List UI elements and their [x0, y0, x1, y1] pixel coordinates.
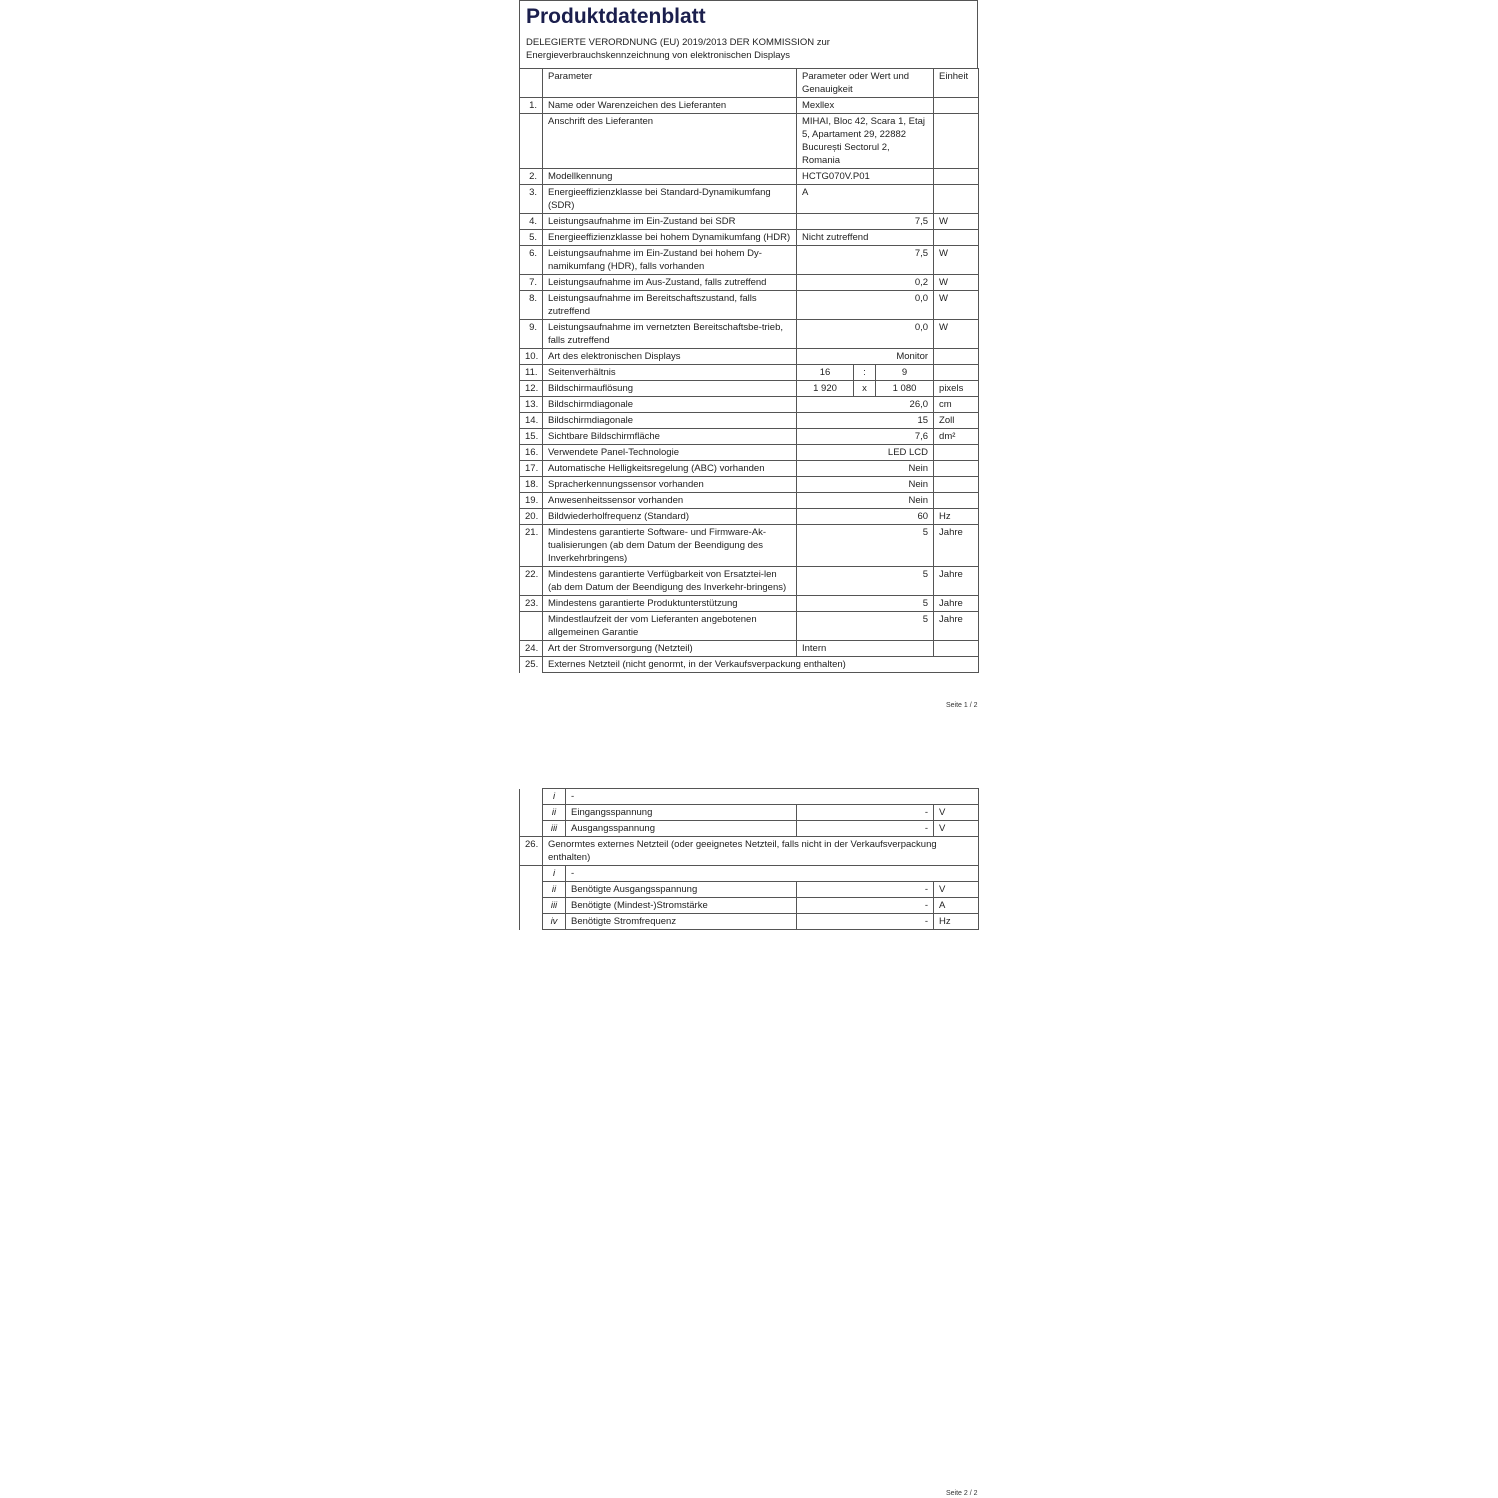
row-unit — [934, 98, 979, 114]
page-2 — [519, 788, 978, 930]
table-row — [520, 596, 979, 612]
row-number: 26. — [520, 837, 543, 866]
row-number — [520, 612, 543, 641]
sub-row-roman: ii — [543, 805, 566, 821]
sub-row-unit: Hz — [934, 914, 979, 930]
sub-row — [520, 914, 979, 930]
row-parameter: Leistungsaufnahme im Ein-Zustand bei hohem Dy-namikumfang (HDR), falls vorhanden — [543, 246, 797, 275]
row-unit: W — [934, 214, 979, 230]
sub-row-unit: V — [934, 821, 979, 837]
table-row — [520, 493, 979, 509]
row-number: 14. — [520, 413, 543, 429]
row-parameter: Modellkennung — [543, 169, 797, 185]
row-parameter: Spracherkennungssensor vorhanden — [543, 477, 797, 493]
row-value-a: 1 920 — [797, 381, 854, 397]
row-number: 5. — [520, 230, 543, 246]
row-unit: W — [934, 275, 979, 291]
sub-row-value: - — [797, 882, 934, 898]
row-parameter: Leistungsaufnahme im vernetzten Bereitschaftsbe-trieb, falls zutreffend — [543, 320, 797, 349]
row-value: 0,2 — [797, 275, 934, 291]
row-unit: W — [934, 246, 979, 275]
row-unit: Jahre — [934, 596, 979, 612]
sub-row-value: - — [797, 898, 934, 914]
sub-row-parameter: - — [566, 866, 979, 882]
row-parameter: Bildschirmdiagonale — [543, 397, 797, 413]
table-row-26 — [520, 837, 979, 866]
row-number — [520, 114, 543, 169]
sub-row — [520, 789, 979, 805]
row-value: 0,0 — [797, 320, 934, 349]
row-parameter: Mindestens garantierte Produktunterstützung — [543, 596, 797, 612]
sub-row — [520, 882, 979, 898]
row-value: 26,0 — [797, 397, 934, 413]
row-parameter: Externes Netzteil (nicht genormt, in der Verkaufsverpackung enthalten) — [543, 657, 979, 673]
row-value-b: 9 — [876, 365, 934, 381]
sub-row-roman: i — [543, 866, 566, 882]
row-number-empty — [520, 821, 543, 837]
row-value-a: 16 — [797, 365, 854, 381]
row-parameter: Bildschirmdiagonale — [543, 413, 797, 429]
row-number: 13. — [520, 397, 543, 413]
row-value: 15 — [797, 413, 934, 429]
table-row — [520, 429, 979, 445]
row-number: 25. — [520, 657, 543, 673]
header-number-cell — [520, 69, 543, 98]
table-row — [520, 114, 979, 169]
header-unit: Einheit — [934, 69, 979, 98]
row-parameter: Energieeffizienzklasse bei Standard-Dynamikumfang (SDR) — [543, 185, 797, 214]
row-parameter: Mindestlaufzeit der vom Lieferanten angebotenen allgemeinen Garantie — [543, 612, 797, 641]
row-unit — [934, 493, 979, 509]
row-value: LED LCD — [797, 445, 934, 461]
row-number: 9. — [520, 320, 543, 349]
row-unit — [934, 114, 979, 169]
header-parameter: Parameter — [543, 69, 797, 98]
row-number: 21. — [520, 525, 543, 567]
row-unit — [934, 477, 979, 493]
row-unit — [934, 230, 979, 246]
row-number: 15. — [520, 429, 543, 445]
row-unit — [934, 349, 979, 365]
row-number: 24. — [520, 641, 543, 657]
row-number: 18. — [520, 477, 543, 493]
row-value: A — [797, 185, 934, 214]
page-1 — [519, 0, 978, 673]
row-unit — [934, 461, 979, 477]
table-row — [520, 567, 979, 596]
row-number: 2. — [520, 169, 543, 185]
row-value: Mexllex — [797, 98, 934, 114]
row-value: Nein — [797, 461, 934, 477]
sub-row-roman: ii — [543, 882, 566, 898]
sheet-header — [519, 0, 978, 68]
row-parameter: Bildschirmauflösung — [543, 381, 797, 397]
product-data-table-continued — [519, 788, 979, 930]
row-number: 22. — [520, 567, 543, 596]
subtitle-line-1: DELEGIERTE VERORDNUNG (EU) 2019/2013 DER KOMMISSION zur — [526, 37, 830, 48]
row-value-separator: x — [854, 381, 876, 397]
sub-row — [520, 866, 979, 882]
row-value: Nein — [797, 493, 934, 509]
table-row — [520, 525, 979, 567]
row-unit: Jahre — [934, 567, 979, 596]
sub-row-roman: iv — [543, 914, 566, 930]
row-number-empty — [520, 866, 543, 882]
sub-row-roman: iii — [543, 898, 566, 914]
subtitle-line-2: Energieverbrauchskennzeichnung von elektronischen Displays — [526, 50, 791, 61]
table-row — [520, 612, 979, 641]
row-unit: Jahre — [934, 612, 979, 641]
table-row — [520, 509, 979, 525]
row-unit — [934, 641, 979, 657]
row-parameter: Leistungsaufnahme im Aus-Zustand, falls zutreffend — [543, 275, 797, 291]
row-number: 19. — [520, 493, 543, 509]
row-number: 8. — [520, 291, 543, 320]
table-header-row — [520, 69, 979, 98]
row-number: 1. — [520, 98, 543, 114]
row-value: 7,5 — [797, 246, 934, 275]
sub-row — [520, 821, 979, 837]
sub-row-parameter: Benötigte (Mindest-)Stromstärke — [566, 898, 797, 914]
page-number-2: Seite 2 / 2 — [946, 1490, 978, 1497]
row-number: 7. — [520, 275, 543, 291]
row-parameter: Verwendete Panel-Technologie — [543, 445, 797, 461]
table-row — [520, 246, 979, 275]
row-parameter: Mindestens garantierte Verfügbarkeit von Ersatztei-len (ab dem Datum der Beendigung des Inverkehr-bringens) — [543, 567, 797, 596]
sub-row-parameter: Benötigte Stromfrequenz — [566, 914, 797, 930]
row-value: Nein — [797, 477, 934, 493]
table-row — [520, 230, 979, 246]
row-number-empty — [520, 914, 543, 930]
row-parameter: Sichtbare Bildschirmfläche — [543, 429, 797, 445]
sub-row-parameter: Eingangsspannung — [566, 805, 797, 821]
row-unit: W — [934, 291, 979, 320]
table-row — [520, 98, 979, 114]
row-parameter: Bildwiederholfrequenz (Standard) — [543, 509, 797, 525]
row-value: HCTG070V.P01 — [797, 169, 934, 185]
row-number: 10. — [520, 349, 543, 365]
row-number-empty — [520, 805, 543, 821]
row-parameter: Anwesenheitssensor vorhanden — [543, 493, 797, 509]
sub-row — [520, 805, 979, 821]
row-value: 7,5 — [797, 214, 934, 230]
row-unit: Hz — [934, 509, 979, 525]
sub-row-value: - — [797, 914, 934, 930]
row-value: 5 — [797, 612, 934, 641]
row-value: 7,6 — [797, 429, 934, 445]
row-value: 5 — [797, 567, 934, 596]
table-row — [520, 169, 979, 185]
row-unit: W — [934, 320, 979, 349]
table-row — [520, 349, 979, 365]
row-number: 12. — [520, 381, 543, 397]
row-value-separator: : — [854, 365, 876, 381]
row-number: 23. — [520, 596, 543, 612]
table-row — [520, 214, 979, 230]
row-parameter: Seitenverhältnis — [543, 365, 797, 381]
row-parameter: Art des elektronischen Displays — [543, 349, 797, 365]
row-number-empty — [520, 898, 543, 914]
row-parameter: Energieeffizienzklasse bei hohem Dynamikumfang (HDR) — [543, 230, 797, 246]
row-unit: Jahre — [934, 525, 979, 567]
row-number: 3. — [520, 185, 543, 214]
row-value: 60 — [797, 509, 934, 525]
sub-row-value: - — [797, 805, 934, 821]
sub-row-roman: i — [543, 789, 566, 805]
row-number: 11. — [520, 365, 543, 381]
row-value: 5 — [797, 596, 934, 612]
row-unit — [934, 445, 979, 461]
table-row — [520, 291, 979, 320]
row-unit: dm² — [934, 429, 979, 445]
sub-row-value: - — [797, 821, 934, 837]
table-row — [520, 320, 979, 349]
row-parameter: Leistungsaufnahme im Bereitschaftszustand, falls zutreffend — [543, 291, 797, 320]
row-number: 4. — [520, 214, 543, 230]
row-parameter: Genormtes externes Netzteil (oder geeignetes Netzteil, falls nicht in der Verkaufsverpackung enthalten) — [543, 837, 979, 866]
row-value: Monitor — [797, 349, 934, 365]
row-parameter: Mindestens garantierte Software- und Firmware-Ak-tualisierungen (ab dem Datum der Beendigung des Inverkehrbringens) — [543, 525, 797, 567]
row-parameter: Art der Stromversorgung (Netzteil) — [543, 641, 797, 657]
table-row-row11 — [520, 365, 979, 381]
row-unit: Zoll — [934, 413, 979, 429]
table-row — [520, 275, 979, 291]
row-value: MIHAI, Bloc 42, Scara 1, Etaj 5, Apartament 29, 22882 București Sectorul 2, Romania — [797, 114, 934, 169]
sub-row — [520, 898, 979, 914]
page-title: Produktdatenblatt — [526, 5, 706, 28]
row-unit — [934, 365, 979, 381]
sub-row-unit: A — [934, 898, 979, 914]
sub-row-unit: V — [934, 805, 979, 821]
row-value: 0,0 — [797, 291, 934, 320]
row-unit: pixels — [934, 381, 979, 397]
sub-row-unit: V — [934, 882, 979, 898]
row-unit — [934, 169, 979, 185]
table-row — [520, 413, 979, 429]
table-row — [520, 461, 979, 477]
row-value-b: 1 080 — [876, 381, 934, 397]
sub-row-roman: iii — [543, 821, 566, 837]
product-data-table — [519, 68, 979, 673]
sub-row-parameter: - — [566, 789, 979, 805]
table-row-row12 — [520, 381, 979, 397]
row-parameter: Leistungsaufnahme im Ein-Zustand bei SDR — [543, 214, 797, 230]
sub-row-parameter: Ausgangsspannung — [566, 821, 797, 837]
table-row — [520, 445, 979, 461]
table-row — [520, 185, 979, 214]
sub-row-parameter: Benötigte Ausgangsspannung — [566, 882, 797, 898]
row-value: 5 — [797, 525, 934, 567]
row-number: 17. — [520, 461, 543, 477]
regulation-subtitle — [526, 36, 971, 62]
row-number: 20. — [520, 509, 543, 525]
table-row — [520, 477, 979, 493]
row-value: Nicht zutreffend — [797, 230, 934, 246]
page-number-1: Seite 1 / 2 — [946, 702, 978, 709]
row-parameter: Name oder Warenzeichen des Lieferanten — [543, 98, 797, 114]
table-row — [520, 397, 979, 413]
row-number-empty — [520, 789, 543, 805]
row-number: 16. — [520, 445, 543, 461]
row-unit — [934, 185, 979, 214]
row-unit: cm — [934, 397, 979, 413]
table-row-25 — [520, 657, 979, 673]
row-parameter: Anschrift des Lieferanten — [543, 114, 797, 169]
row-number: 6. — [520, 246, 543, 275]
row-parameter: Automatische Helligkeitsregelung (ABC) vorhanden — [543, 461, 797, 477]
table-row-24 — [520, 641, 979, 657]
header-value: Parameter oder Wert und Genauigkeit — [797, 69, 934, 98]
row-number-empty — [520, 882, 543, 898]
row-value: Intern — [797, 641, 934, 657]
